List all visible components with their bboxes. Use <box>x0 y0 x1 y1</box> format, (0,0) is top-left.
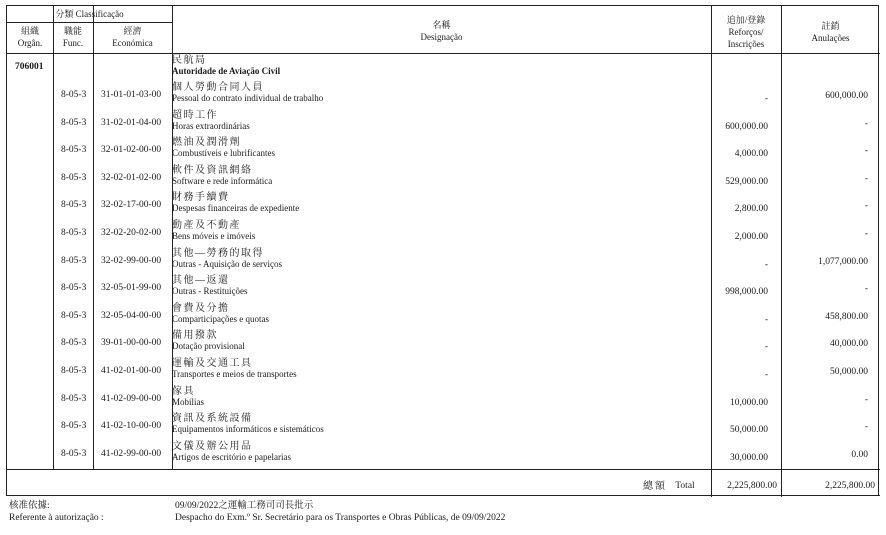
reforco-value: - <box>764 315 768 325</box>
anulacao-value: 50,000.00 <box>830 367 868 377</box>
designation-header-zh: 名稱 <box>432 20 451 30</box>
item-name-zh: 軟件及資訊網絡 <box>172 165 253 176</box>
authorization-label-pt: Referente à autorização : <box>9 513 104 523</box>
col-divider <box>711 6 712 497</box>
reforco-value: 10,000.00 <box>730 398 768 408</box>
item-name <box>172 110 250 132</box>
econ-code: 41-02-01-00-00 <box>101 366 162 376</box>
anulacao-value: - <box>864 229 868 239</box>
item-name-pt: Pessoal do contrato individual de trabalho <box>172 93 324 103</box>
item-name-pt: Combustíveis e lubrificantes <box>172 148 275 158</box>
anulacao-value: 40,000.00 <box>830 339 868 349</box>
item-name-zh: 資訊及系統設備 <box>172 413 253 424</box>
anulacao-header-zh: 註銷 <box>821 21 840 31</box>
organ-header-zh: 組織 <box>20 26 39 36</box>
anulacao-value: - <box>864 146 868 156</box>
item-name <box>172 165 272 187</box>
organ-name-zh: 民航局 <box>172 55 207 66</box>
item-name-pt: Horas extraordinárias <box>172 121 250 131</box>
anulacao-value: 600,000.00 <box>825 91 868 101</box>
reforco-header-pt2: Inscrições <box>727 39 765 49</box>
item-name-zh: 超時工作 <box>172 110 218 121</box>
item-name <box>172 303 269 325</box>
econ-code: 39-01-00-00-00 <box>101 338 162 348</box>
item-name <box>172 192 299 214</box>
anulacao-value: 0.00 <box>851 450 868 460</box>
organ-code: 706001 <box>15 62 44 72</box>
col-divider <box>781 6 782 497</box>
item-name-pt: Software e rede informática <box>172 176 273 186</box>
total-label-zh: 總額 <box>643 481 667 492</box>
authorization-text-zh: 09/09/2022之運輸工務司司長批示 <box>175 501 314 511</box>
item-name-pt: Outras - Restituições <box>172 286 248 296</box>
econ-code: 32-02-99-00-00 <box>101 256 162 266</box>
row-divider <box>7 53 880 54</box>
anulacao-value: 1,077,000.00 <box>818 257 868 267</box>
reforco-value: - <box>764 260 768 270</box>
item-name-pt: Transportes e meios de transportes <box>172 369 297 379</box>
item-name-zh: 燃油及潤滑劑 <box>172 137 241 148</box>
econ-code: 32-01-02-00-00 <box>101 145 162 155</box>
econ-code: 32-05-01-99-00 <box>101 283 162 293</box>
item-name <box>172 358 297 380</box>
anulacao-value: - <box>864 119 868 129</box>
authorization-text-pt: Despacho do Exm.º Sr. Secretário para os Transportes e Obras Públicas, de 09/09/2022 <box>175 513 506 523</box>
anulacao-header-pt: Anulações <box>811 33 850 43</box>
reforco-value: - <box>764 370 768 380</box>
item-name-zh: 財務手續費 <box>172 192 230 203</box>
item-name-zh: 其他—返還 <box>172 275 230 286</box>
econ-header-zh: 經濟 <box>123 26 142 36</box>
func-code: 8-05-3 <box>61 118 87 128</box>
item-name-pt: Comparticipações e quotas <box>172 314 269 324</box>
econ-code: 32-02-20-02-00 <box>101 228 162 238</box>
row-divider <box>7 469 880 470</box>
item-name-zh: 其他—勞務的取得 <box>172 248 264 259</box>
func-code: 8-05-3 <box>61 283 87 293</box>
item-name <box>172 248 282 270</box>
reforco-value: 30,000.00 <box>730 453 768 463</box>
anulacao-value: - <box>864 395 868 405</box>
reforco-value: - <box>764 342 768 352</box>
item-name-pt: Bens móveis e imóveis <box>172 231 256 241</box>
reforco-value: 50,000.00 <box>730 425 768 435</box>
anulacao-value: - <box>864 174 868 184</box>
reforco-value: 2,800.00 <box>734 204 768 214</box>
item-name-zh: 傢具 <box>172 386 195 397</box>
econ-code: 31-01-01-03-00 <box>101 90 162 100</box>
item-name <box>172 137 275 159</box>
reforco-value: 4,000.00 <box>734 149 768 159</box>
econ-code: 32-02-17-00-00 <box>101 200 162 210</box>
func-header-pt: Func. <box>62 38 84 48</box>
item-name-pt: Equipamentos informáticos e sistemáticos <box>172 424 324 434</box>
total-reforco: 2,225,800.00 <box>727 481 777 491</box>
anulacao-value: - <box>864 284 868 294</box>
item-name <box>172 386 204 408</box>
reforco-header-pt1: Reforços/ <box>728 27 764 37</box>
item-name-pt: Outras - Aquisição de serviços <box>172 259 282 269</box>
item-name <box>172 275 248 297</box>
item-name <box>172 330 245 352</box>
func-header-zh: 職能 <box>63 26 82 36</box>
item-name <box>172 413 324 435</box>
econ-code: 41-02-09-00-00 <box>101 394 162 404</box>
item-name <box>172 441 291 463</box>
func-code: 8-05-3 <box>61 338 87 348</box>
func-code: 8-05-3 <box>61 366 87 376</box>
col-divider <box>53 6 54 469</box>
total-label-pt: Total <box>675 481 695 491</box>
anulacao-value: - <box>864 201 868 211</box>
reforco-header-zh: 追加/登錄 <box>726 15 766 25</box>
func-code: 8-05-3 <box>61 145 87 155</box>
reforco-value: 529,000.00 <box>725 177 768 187</box>
row-divider <box>7 495 880 496</box>
reforco-value: 998,000.00 <box>725 287 768 297</box>
item-name-zh: 動產及不動產 <box>172 220 241 231</box>
item-name <box>172 82 323 104</box>
func-code: 8-05-3 <box>61 311 87 321</box>
item-name-pt: Artigos de escritório e papelarias <box>172 452 291 462</box>
func-code: 8-05-3 <box>61 228 87 238</box>
col-divider <box>93 6 94 469</box>
designation-header-pt: Designação <box>420 32 463 42</box>
econ-code: 31-02-01-04-00 <box>101 118 162 128</box>
anulacao-value: - <box>864 422 868 432</box>
econ-code: 32-02-01-02-00 <box>101 173 162 183</box>
func-code: 8-05-3 <box>61 256 87 266</box>
organ-name-pt: Autoridade de Aviação Civil <box>172 66 281 76</box>
item-name-zh: 個人勞動合同人員 <box>172 82 264 93</box>
row-divider <box>7 22 172 23</box>
item-name-pt: Dotação provisional <box>172 341 245 351</box>
econ-code: 32-05-04-00-00 <box>101 311 162 321</box>
item-name-pt: Mobílias <box>172 397 205 407</box>
func-code: 8-05-3 <box>61 421 87 431</box>
organ-name <box>172 55 280 77</box>
func-code: 8-05-3 <box>61 173 87 183</box>
reforco-value: 600,000.00 <box>725 122 768 132</box>
total-anulacao: 2,225,800.00 <box>825 481 875 491</box>
authorization-label-zh: 核准依據: <box>9 501 50 511</box>
item-name-zh: 文儀及辦公用品 <box>172 441 253 452</box>
econ-code: 41-02-99-00-00 <box>101 449 162 459</box>
item-name-zh: 會費及分擔 <box>172 303 230 314</box>
func-code: 8-05-3 <box>61 90 87 100</box>
econ-header-pt: Económica <box>112 38 153 48</box>
organ-header-pt: Orgân. <box>17 38 43 48</box>
classification-header: 分類 Classificação <box>55 9 124 19</box>
reforco-value: 2,000.00 <box>734 232 768 242</box>
anulacao-value: 458,800.00 <box>825 312 868 322</box>
item-name-zh: 備用撥款 <box>172 330 218 341</box>
func-code: 8-05-3 <box>61 449 87 459</box>
func-code: 8-05-3 <box>61 200 87 210</box>
func-code: 8-05-3 <box>61 394 87 404</box>
item-name <box>172 220 255 242</box>
reforco-value: - <box>764 94 768 104</box>
econ-code: 41-02-10-00-00 <box>101 421 162 431</box>
item-name-zh: 運輸及交通工具 <box>172 358 253 369</box>
item-name-pt: Despesas financeiras de expediente <box>172 203 300 213</box>
